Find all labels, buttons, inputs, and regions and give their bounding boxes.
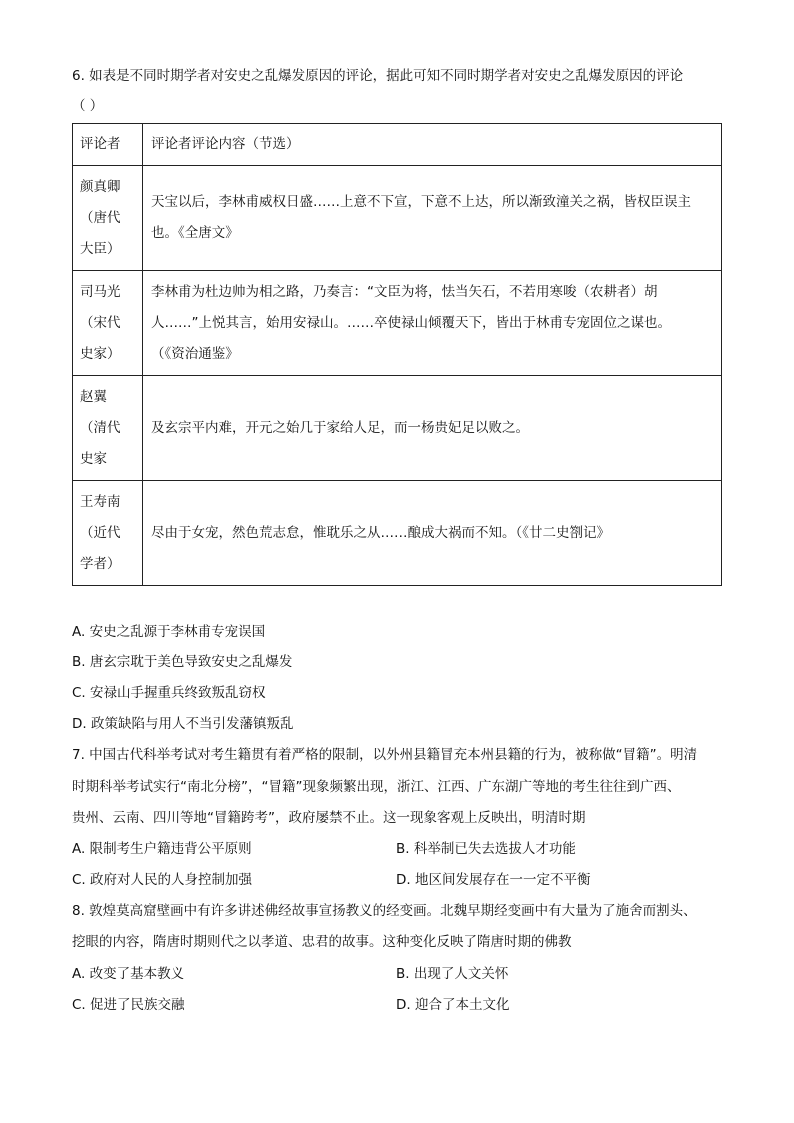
q8-option-b: B. 出现了人文关怀: [396, 966, 509, 982]
comment-line: 天宝以后，李林甫威权日盛……上意不下宣，下意不上达，所以渐致潼关之祸，皆权臣误主: [151, 194, 691, 210]
commentator-cell: [73, 481, 143, 586]
table-row: [73, 271, 722, 376]
q7-option-b: B. 科举制已失去选拔人才功能: [396, 841, 576, 857]
q7-stem-line3: 贵州、云南、四川等地“冒籍跨考”，政府屡禁不止。这一现象客观上反映出，明清时期: [72, 810, 586, 826]
q6-commentary-table: [72, 123, 722, 586]
commentator-name: 司马光: [80, 283, 121, 300]
commentator-cell: [73, 376, 143, 481]
q8-option-c: C. 促进了民族交融: [72, 997, 185, 1013]
q7-option-a: A. 限制考生户籍违背公平原则: [72, 841, 252, 857]
commentator-cell: [73, 166, 143, 271]
comment-line: 尽由于女宠，然色荒志怠，惟耽乐之从……酿成大祸而不知。（《廿二史劄记》: [151, 524, 610, 541]
q6-option-b: B. 唐玄宗耽于美色导致安史之乱爆发: [72, 654, 293, 670]
q8-stem-line2: 挖眼的内容，隋唐时期则代之以孝道、忠君的故事。这种变化反映了隋唐时期的佛教: [72, 934, 572, 950]
commentator-role: 史家）: [80, 345, 121, 362]
q8-option-a: A. 改变了基本教义: [72, 966, 185, 982]
commentator-role: 学者）: [80, 555, 121, 572]
q8-stem-line1: 8. 敦煌莫高窟壁画中有许多讲述佛经故事宣扬教义的经变画。北魏早期经变画中有大量为了施舍而割头、: [72, 903, 697, 919]
commentator-role: 大臣）: [80, 240, 121, 257]
q7-option-d: D. 地区间发展存在一一定不平衡: [396, 872, 591, 888]
comment-cell: [143, 166, 722, 271]
commentator-role: 史家: [80, 450, 107, 467]
comment-line: 也。《全唐文》: [151, 225, 239, 241]
table-header-row: [73, 124, 722, 166]
table-row: [73, 481, 722, 586]
comment-cell: [143, 271, 722, 376]
comment-line: 及玄宗平内难，开元之始几于家给人足，而一杨贵妃足以败之。: [151, 419, 529, 436]
q7-stem-line2: 时期科举考试实行“南北分榜”，“冒籍”现象频繁出现，浙江、江西、广东湖广等地的考生往往到广西、: [72, 779, 681, 795]
comment-line: 人……”上悦其言，始用安禄山。……卒使禄山倾覆天下，皆出于林甫专宠固位之谋也。: [151, 314, 671, 331]
q6-option-c: C. 安禄山手握重兵终致叛乱窃权: [72, 685, 266, 701]
q6-option-a: A. 安史之乱源于李林甫专宠误国: [72, 624, 266, 640]
q7-option-c: C. 政府对人民的人身控制加强: [72, 872, 253, 888]
commentator-era: （清代: [80, 419, 121, 436]
header-commentator: 评论者: [73, 124, 143, 166]
table-row: [73, 166, 722, 271]
q6-stem-line1: 6. 如表是不同时期学者对安史之乱爆发原因的评论，据此可知不同时期学者对安史之乱爆发原因的评论: [72, 68, 684, 84]
commentator-name: 王寿南: [80, 493, 121, 510]
comment-cell: [143, 376, 722, 481]
q8-option-d: D. 迎合了本土文化: [396, 997, 510, 1013]
header-content: 评论者评论内容（节选）: [143, 124, 722, 166]
q6-option-d: D. 政策缺陷与用人不当引发藩镇叛乱: [72, 716, 294, 732]
commentator-era: （唐代: [80, 209, 121, 226]
comment-line: （《资治通鉴》: [151, 345, 239, 362]
commentator-name: 颜真卿: [80, 178, 121, 195]
comment-cell: [143, 481, 722, 586]
commentator-era: （近代: [80, 524, 121, 541]
q7-stem-line1: 7. 中国古代科举考试对考生籍贯有着严格的限制，以外州县籍冒充本州县籍的行为，被称做“冒籍”。明清: [72, 747, 698, 763]
table-row: [73, 376, 722, 481]
commentator-cell: [73, 271, 143, 376]
q6-stem-line2: （ ）: [72, 98, 104, 114]
commentator-era: （宋代: [80, 314, 121, 331]
comment-line: 李林甫为杜边帅为相之路，乃奏言：“文臣为将，怯当矢石，不若用寒唆（农耕者）胡: [151, 283, 658, 300]
commentator-name: 赵翼: [80, 388, 107, 405]
